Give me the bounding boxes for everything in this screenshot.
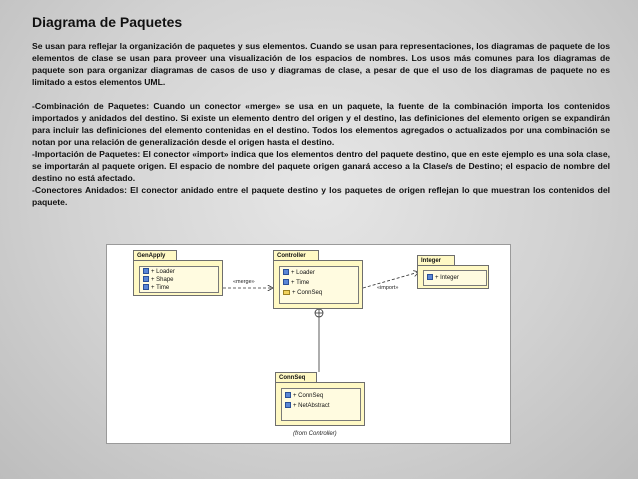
package-controller-name: Controller	[273, 250, 319, 260]
package-integer-name: Integer	[417, 255, 455, 265]
class-icon	[427, 274, 433, 280]
package-connseq-name: ConnSeq	[275, 372, 317, 382]
from-controller-note: (from Controller)	[293, 431, 337, 437]
class-icon	[285, 392, 291, 398]
class-icon	[283, 279, 289, 285]
import-paragraph: -Importación de Paquetes: El conector «import» indica que los elementos dentro del paquete destino, que en este ejemplo es una sola clase, se importarán al paquete origen. El espacio de nombre del paquete origen ganará acceso a la Clase/s de Destino; el espacio de nombre del destino no está afectado.	[32, 149, 610, 183]
slide-title: Diagrama de Paquetes	[32, 14, 183, 30]
connseq-item: + ConnSeq	[285, 392, 323, 400]
package-integer[interactable]	[417, 255, 489, 289]
class-icon	[143, 268, 149, 274]
merge-paragraph: -Combinación de Paquetes: Cuando un conector «merge» se usa en un paquete, la fuente de la combinación importa los contenidos importados y anidados del destino. Si existe un elemento dentro del origen y el destino, las definiciones del elemento origen se expandirán para incluir las definiciones del elemento contenidas en el destino. Todos los elementos agregados o actualizados por una combinación se notan por una relación de generalización desde el origen hasta el destino.	[32, 101, 610, 147]
controller-item: + Loader	[283, 269, 315, 277]
genapply-item: + Loader	[143, 268, 175, 276]
connseq-item: + NetAbstract	[285, 402, 330, 410]
nesting-paragraph: -Conectores Anidados: El conector anidado entre el paquete destino y los paquetes de origen reflejan lo que muestran los contenidos del paquete.	[32, 185, 610, 207]
package-diagram	[106, 244, 511, 444]
package-controller[interactable]	[273, 250, 363, 309]
intro-paragraph: Se usan para reflejar la organización de paquetes y sus elementos. Cuando se usan para representaciones, los diagramas de paquete de los elementos de clase se usan para proveer una visualización de los espacios de nombres. Los usos más comunes para los diagramas de paquete son para organizar diagramas de casos de uso y diagramas de clase, a pesar de que el uso de los diagramas de paquete no es limitado a estos elementos UML.	[32, 41, 610, 87]
package-connseq[interactable]	[275, 372, 365, 426]
slide-body	[32, 40, 610, 208]
import-label: «import»	[377, 285, 399, 291]
folder-icon	[283, 290, 290, 295]
merge-label: «merge»	[233, 279, 255, 285]
controller-item: + ConnSeq	[283, 289, 322, 297]
class-icon	[285, 402, 291, 408]
integer-item: + Integer	[427, 274, 459, 282]
class-icon	[143, 284, 149, 290]
controller-item: + Time	[283, 279, 309, 287]
class-icon	[283, 269, 289, 275]
genapply-item: + Time	[143, 284, 169, 292]
class-icon	[143, 276, 149, 282]
genapply-item: + Shape	[143, 276, 174, 284]
package-genapply[interactable]	[133, 250, 223, 296]
package-genapply-name: GenApply	[133, 250, 177, 260]
